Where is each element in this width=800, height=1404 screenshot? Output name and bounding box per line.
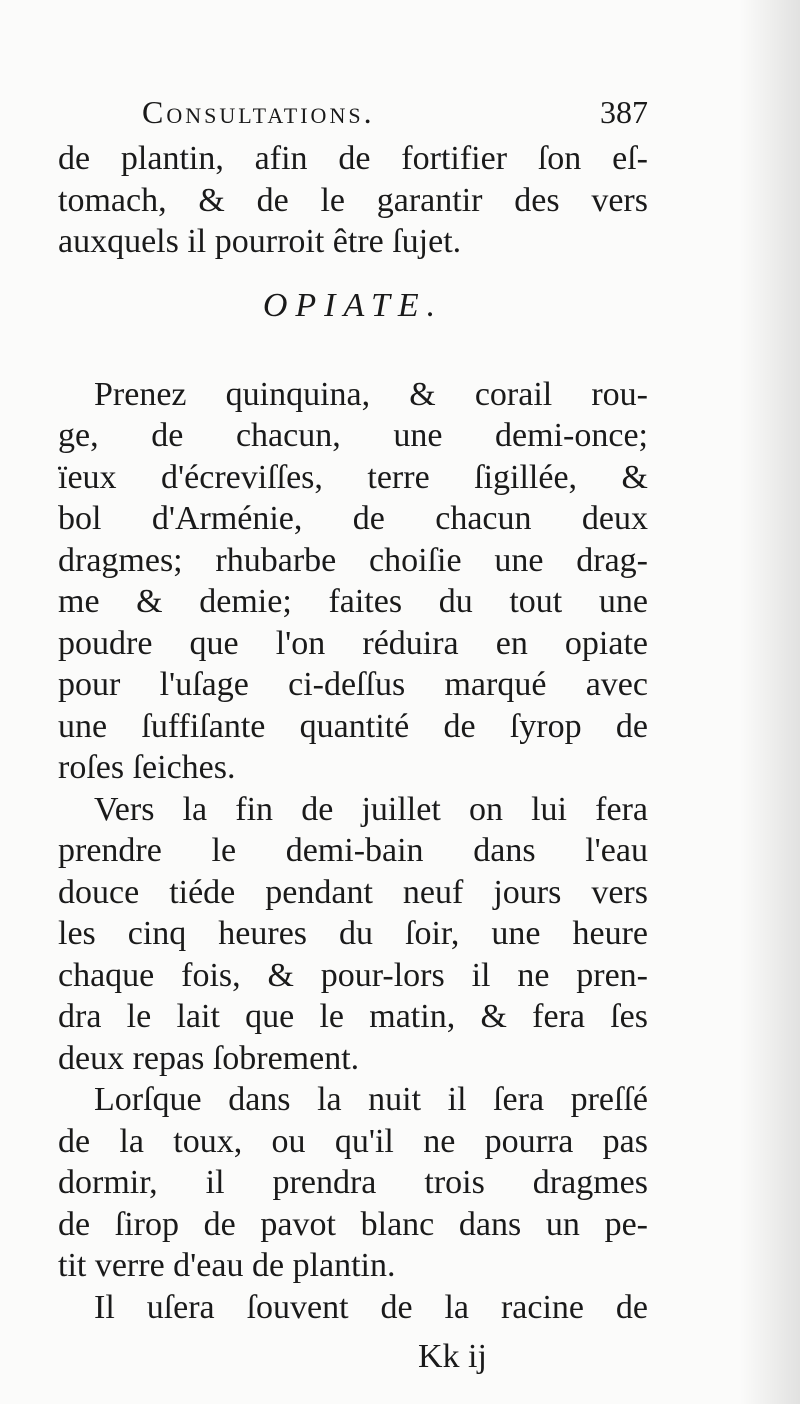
paragraph-1 [58,374,648,789]
text-line: chaque fois, & pour-lors il ne pren- [58,956,648,994]
intro-paragraph [58,138,648,263]
text-line: une ſuffiſante quantité de ſyrop de [58,707,648,745]
text-line: auxquels il pourroit être ſujet. [58,223,462,260]
text-line: dormir, il prendra trois dragmes [58,1164,648,1201]
text-line: prendre le demi-bain dans l'eau [58,832,648,869]
text-line: ge, de chacun, une demi-once; [58,417,648,454]
page-number: 387 [600,94,648,130]
text-line: de ſirop de pavot blanc dans un pe- [58,1205,648,1243]
text-line: Vers la fin de juillet on lui fera [94,790,648,828]
text-line: pour l'uſage ci-deſſus marqué avec [58,666,648,703]
spine-shadow [740,0,800,1404]
text-line: roſes ſeiches. [58,749,236,786]
paragraph-3 [58,1079,648,1287]
text-line: tomach, & de le garantir des vers [58,181,648,219]
text-line: bol d'Arménie, de chacun deux [58,500,648,537]
text-line: poudre que l'on réduira en opiate [58,624,648,662]
text-line: dra le lait que le matin, & fera ſes [58,998,648,1035]
text-line: douce tiéde pendant neuf jours vers [58,873,648,911]
text-line: deux repas ſobrement. [58,1039,360,1077]
running-head-title: Consultations. [142,94,375,130]
text-line: Prenez quinquina, & corail rou- [94,375,648,413]
text-line: Lorſque dans la nuit il ſera preſſé [94,1081,648,1118]
text-line: les cinq heures du ſoir, une heure [58,915,648,952]
running-head [58,92,648,138]
paragraph-4 [58,1287,648,1329]
text-line: de plantin, afin de fortifier ſon eſ- [58,140,648,177]
section-title: OPIATE. [262,286,444,324]
text-line: dragmes; rhubarbe choiſie une drag- [58,541,648,579]
text-line: de la toux, ou qu'il ne pourra pas [58,1122,648,1160]
signature-mark: Kk ij [418,1338,487,1375]
text-block [58,92,648,1380]
text-line: tit verre d'eau de plantin. [58,1247,396,1284]
paragraph-2 [58,789,648,1080]
text-line: Il uſera ſouvent de la racine de [94,1288,648,1326]
text-line: ïeux d'écreviſſes, terre ſigillée, & [58,458,648,496]
text-line: me & demie; faites du tout une [58,583,648,620]
